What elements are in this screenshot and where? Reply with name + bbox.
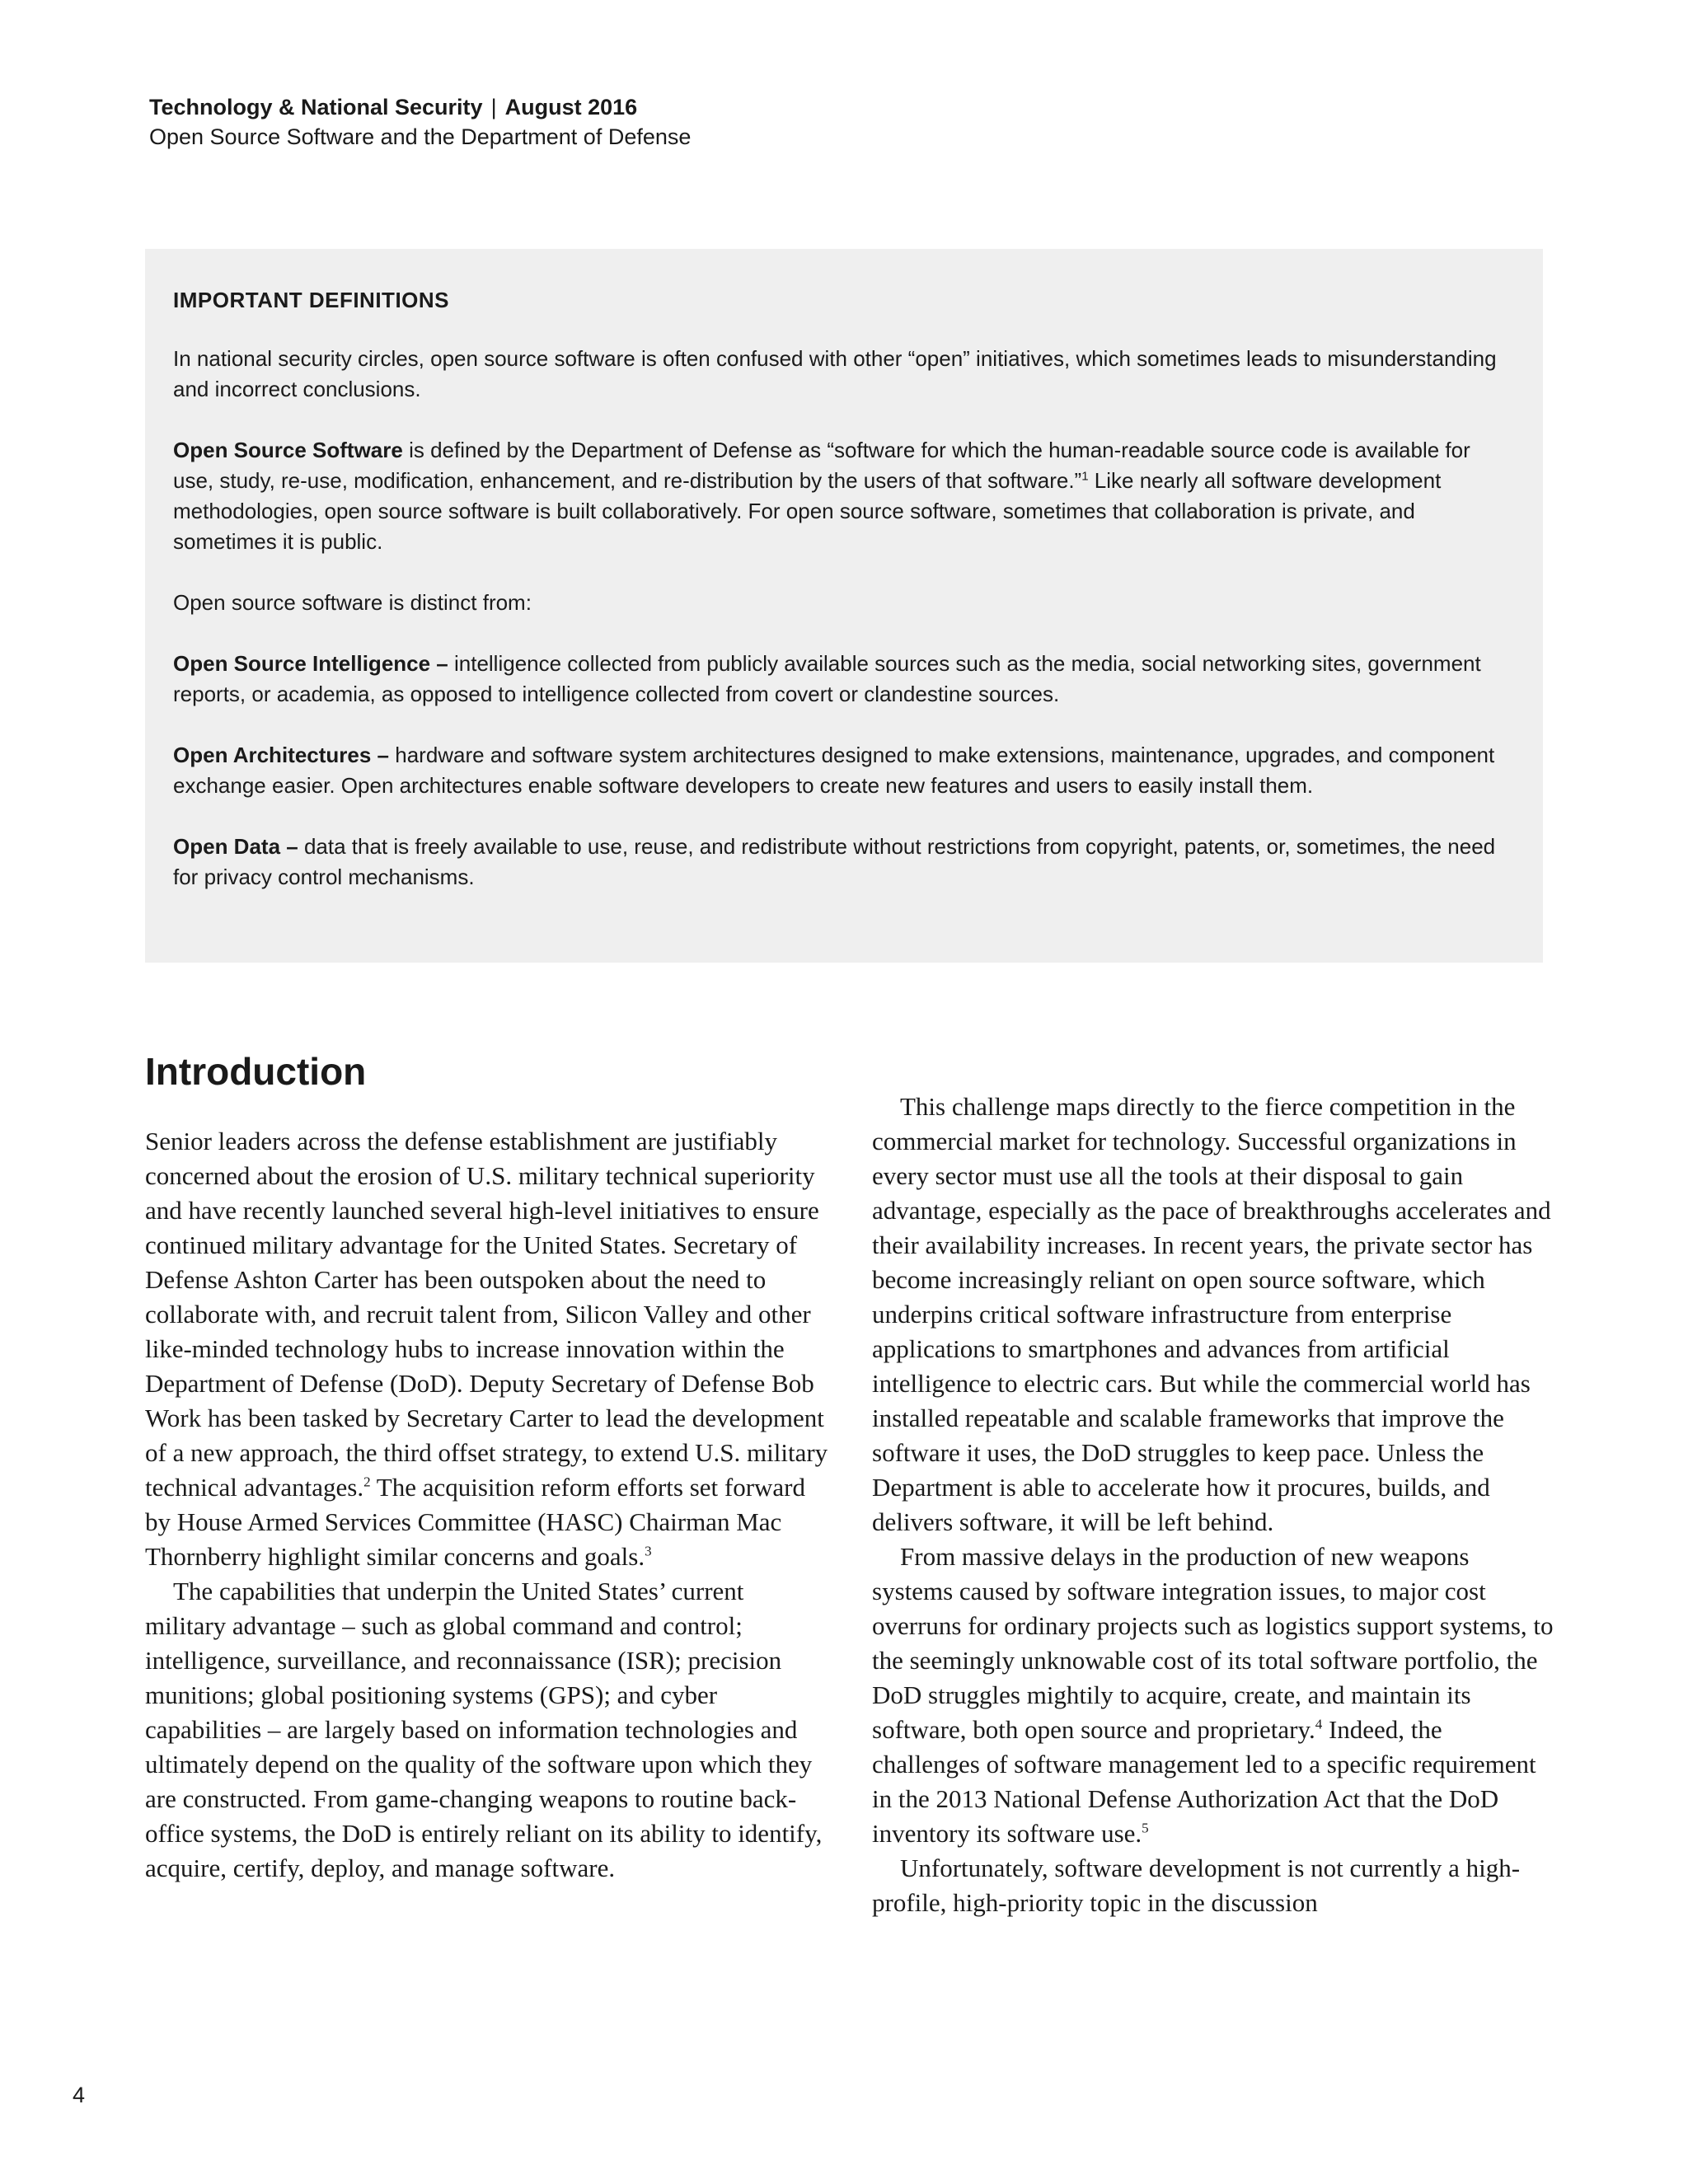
footnote-ref-4[interactable]: 4: [1315, 1716, 1323, 1732]
definition-text: is defined by the Department of Defense as “software for which the human-readable source code is available for use, study, re-use, modification, enhancement, and re-distribution by the users of that software.”: [173, 438, 1470, 493]
body-column-right: [872, 1090, 1556, 1920]
paragraph-text: Senior leaders across the defense establishment are justifiably concerned about the erosion of U.S. military technical superiority and have recently launched several high-level initiatives to ensure continued military advantage for the United States. Secretary of Defense Ashton Carter has been outspoken about the need to collaborate with, and recruit talent from, Silicon Valley and other like-minded technology hubs to increase innovation within the Department of Defense (DoD). Deputy Secretary of Defense Bob Work has been tasked by Secretary Carter to lead the development of a new approach, the third offset strategy, to extend U.S. military technical advantages.: [145, 1127, 828, 1502]
footnote-ref-3[interactable]: 3: [645, 1543, 652, 1559]
page-number: 4: [73, 2083, 86, 2107]
definition-text: Like nearly all software development methodologies, open source software is built collaboratively. For open source software, sometimes that collaboration is private, and sometimes it is public.: [173, 468, 1442, 554]
definitions-intro: In national security circles, open source software is often confused with other “open” initiatives, which sometimes leads to misunderstanding and incorrect conclusions.: [173, 346, 1497, 401]
definitions-box: [145, 249, 1543, 963]
term-open-architectures: Open Architectures –: [173, 743, 390, 767]
term-open-source-software: Open Source Software: [173, 438, 403, 462]
body-paragraph: [872, 1540, 1556, 1851]
publication-date: August 2016: [504, 95, 638, 120]
body-column-left: [145, 1124, 829, 1886]
header-title-line: [149, 92, 691, 122]
body-paragraph: This challenge maps directly to the fierce competition in the commercial market for technology. Successful organizations in every sector must use all the tools at their disposal to gain advantage, especially as the pace of breakthroughs accelerates and their availability increases. In recent years, the private sector has become increasingly reliant on open source software, which underpins critical software infrastructure from enterprise applications to smartphones and advances from artificial intelligence to electric cars. But while the commercial world has installed repeatable and scalable frameworks that improve the software it uses, the DoD struggles to keep pace. Unless the Department is able to accelerate how it procures, builds, and delivers software, it will be left behind.: [872, 1092, 1551, 1536]
running-header: [149, 92, 691, 152]
definition-text: hardware and software system architectures designed to make extensions, maintenance, upgrades, and component exchange easier. Open architectures enable software developers to create new features and users to easily install them.: [173, 743, 1495, 798]
footnote-ref-1[interactable]: 1: [1081, 469, 1089, 484]
term-open-source-intelligence: Open Source Intelligence –: [173, 651, 448, 676]
footnote-ref-2[interactable]: 2: [363, 1474, 371, 1490]
body-paragraph: [145, 1124, 829, 1574]
definition-open-data: [173, 832, 1515, 893]
header-separator: |: [490, 95, 497, 120]
term-open-data: Open Data –: [173, 834, 298, 859]
body-paragraph: Unfortunately, software development is not currently a high-profile, high-priority topic in the discussion: [872, 1854, 1521, 1917]
body-paragraph: The capabilities that underpin the United States’ current military advantage – such as global command and control; intelligence, surveillance, and reconnaissance (ISR); precision munitions; global positioning systems (GPS); and cyber capabilities – are largely based on information technologies and ultimately depend on the quality of the software upon which they are constructed. From game-changing weapons to routine back-office systems, the DoD is entirely reliant on its ability to identify, acquire, certify, deploy, and manage software.: [145, 1577, 823, 1882]
paragraph-text: The acquisition reform efforts set forward by House Armed Services Committee (HASC) Chairman Mac Thornberry highlight similar concerns and goals.: [145, 1473, 806, 1571]
definition-open-source-software: [173, 435, 1515, 557]
definition-text: intelligence collected from publicly available sources such as the media, social networking sites, government reports, or academia, as opposed to intelligence collected from covert or clandestine sources.: [173, 651, 1481, 706]
publication-name: Technology & National Security: [149, 95, 483, 120]
distinct-intro: Open source software is distinct from:: [173, 590, 532, 615]
section-heading-introduction: Introduction: [145, 1050, 367, 1093]
report-subtitle: Open Source Software and the Department of Defense: [149, 124, 692, 149]
paragraph-text: From massive delays in the production of new weapons systems caused by software integration issues, to major cost overruns for ordinary projects such as logistics support systems, to the seemingly unknowable cost of its total software portfolio, the DoD struggles mightily to acquire, create, and maintain its software, both open source and proprietary.: [872, 1542, 1554, 1744]
definition-open-source-intelligence: [173, 649, 1515, 710]
footnote-ref-5[interactable]: 5: [1142, 1820, 1149, 1836]
definition-open-architectures: [173, 740, 1515, 801]
definition-text: data that is freely available to use, reuse, and redistribute without restrictions from copyright, patents, or, sometimes, the need for privacy control mechanisms.: [173, 834, 1496, 889]
definitions-title: IMPORTANT DEFINITIONS: [173, 288, 450, 312]
paragraph-text: Indeed, the challenges of software management led to a specific requirement in the 2013 National Defense Authorization Act that the DoD inventory its software use.: [872, 1715, 1536, 1848]
